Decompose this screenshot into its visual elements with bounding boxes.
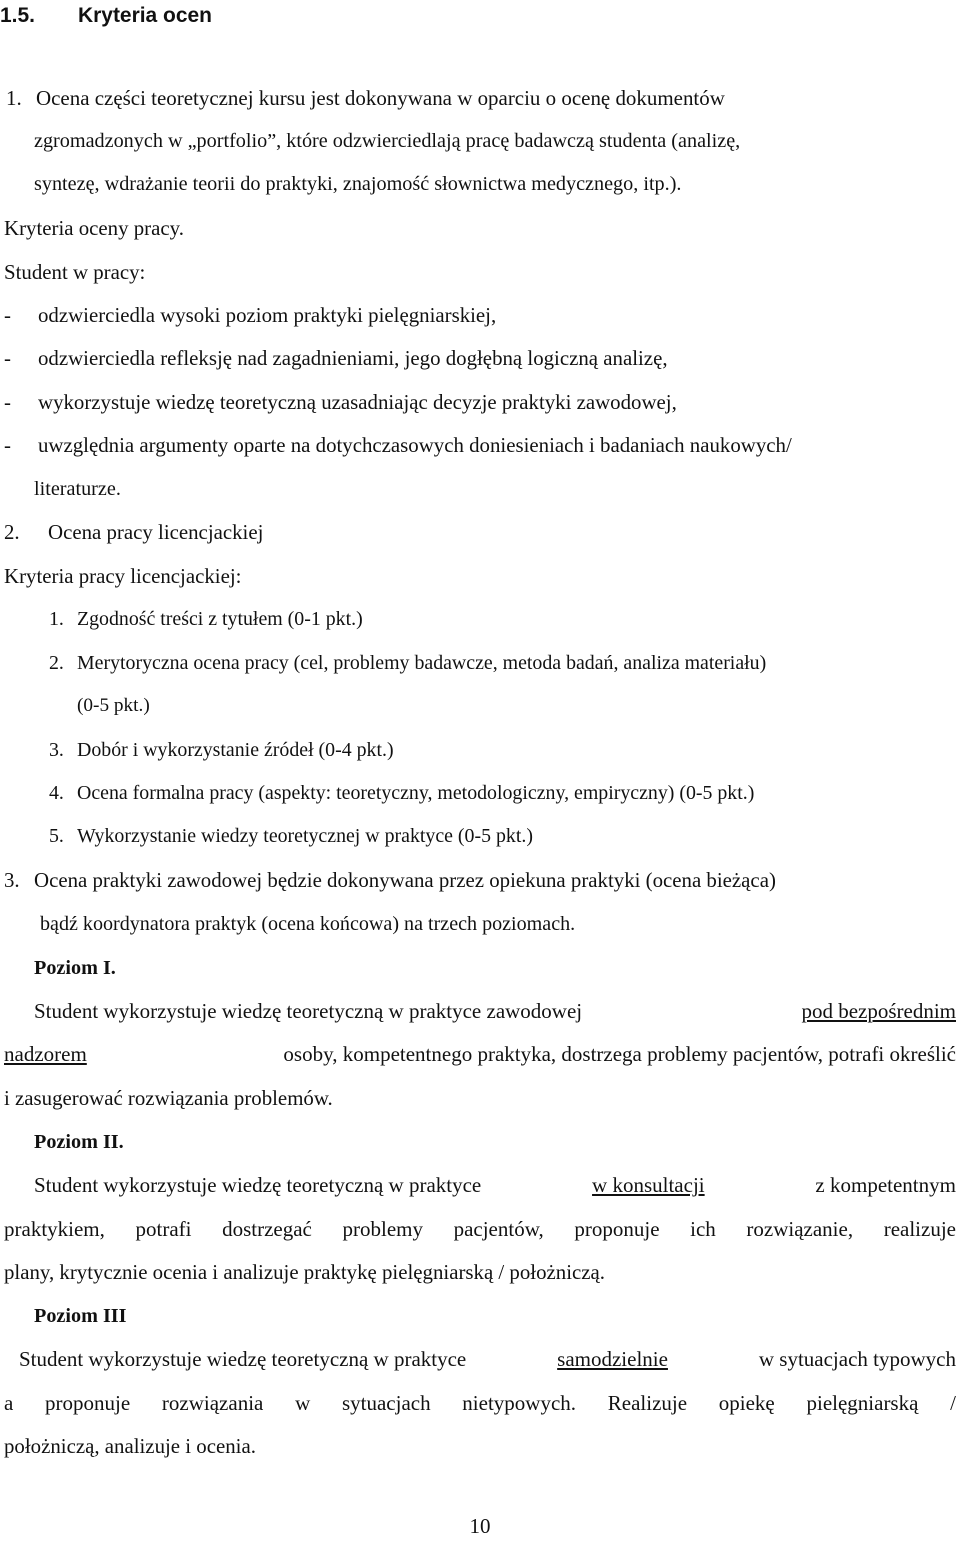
level3-line1-end: w sytuacjach typowych	[758, 1347, 956, 1371]
thesis-item-number: 1.	[49, 608, 64, 630]
thesis-item-text: Ocena formalna pracy (aspekty: teoretyczny, metodologiczny, empiryczny) (0-5 pkt.)	[77, 782, 755, 804]
section-title: Kryteria ocen	[78, 4, 212, 27]
thesis-item-text: Wykorzystanie wiedzy teoretycznej w praktyce (0-5 pkt.)	[77, 825, 533, 847]
thesis-item	[49, 647, 960, 679]
dash-item-text: uwzględnia argumenty oparte na dotychczasowych doniesieniach i badaniach naukowych/	[38, 433, 792, 457]
dash-item-continuation: literaturze.	[34, 478, 121, 500]
level1-line2	[4, 1038, 956, 1070]
dash-item	[4, 386, 960, 418]
level3-line1	[19, 1343, 956, 1375]
thesis-heading: Kryteria pracy licencjackiej:	[4, 564, 242, 588]
level2-line1-end: z kompetentnym	[815, 1173, 956, 1197]
dash-item-text: odzwierciedla refleksję nad zagadnieniami, jego dogłębną logiczną analizę,	[38, 346, 668, 370]
p1-line3: syntezę, wdrażanie teorii do praktyki, znajomość słownictwa medycznego, itp.).	[34, 173, 682, 195]
p2-number: 2.	[4, 520, 20, 544]
dash-item	[4, 429, 960, 461]
page-number: 10	[469, 1514, 491, 1538]
thesis-item-number: 2.	[49, 652, 64, 674]
level3-line1-text: Student wykorzystuje wiedzę teoretyczną w praktyce	[19, 1347, 467, 1371]
dash-bullet: -	[4, 303, 11, 327]
p2-text: Ocena pracy licencjackiej	[48, 520, 264, 544]
dash-item-text: wykorzystuje wiedzę teoretyczną uzasadniając decyzje praktyki zawodowej,	[38, 390, 677, 414]
level1-line1	[34, 995, 956, 1027]
p3-line2: bądź koordynatora praktyk (ocena końcowa) na trzech poziomach.	[40, 913, 576, 935]
thesis-item-text: Merytoryczna ocena pracy (cel, problemy badawcze, metoda badań, analiza materiału)	[77, 652, 767, 674]
level3-line3: położniczą, analizuje i ocenia.	[4, 1434, 256, 1458]
level2-line1	[34, 1169, 956, 1201]
level2-emphasis: w konsultacji	[592, 1173, 705, 1197]
level1-line3: i zasugerować rozwiązania problemów.	[4, 1086, 333, 1110]
p1-number: 1.	[6, 86, 22, 110]
level1-emphasis: pod bezpośrednim	[801, 999, 956, 1023]
level3-title: Poziom III	[34, 1305, 127, 1327]
level2-line1-text: Student wykorzystuje wiedzę teoretyczną w praktyce	[34, 1173, 482, 1197]
p3-line1-text: Ocena praktyki zawodowej będzie dokonywana przez opiekuna praktyki (ocena bieżąca)	[34, 868, 776, 892]
p1-line1-text: Ocena części teoretycznej kursu jest dokonywana w oparciu o ocenę dokumentów	[36, 86, 725, 110]
thesis-item-number: 5.	[49, 825, 64, 847]
level2-line3: plany, krytycznie ocenia i analizuje praktykę pielęgniarską / położniczą.	[4, 1260, 605, 1284]
dash-bullet: -	[4, 390, 11, 414]
thesis-item-number: 3.	[49, 739, 64, 761]
p1-line2: zgromadzonych w „portfolio”, które odzwierciedlają pracę badawczą studenta (analizę,	[34, 130, 741, 152]
thesis-item	[49, 777, 960, 809]
level1-line1-text: Student wykorzystuje wiedzę teoretyczną w praktyce zawodowej	[34, 999, 583, 1023]
thesis-item-number: 4.	[49, 782, 64, 804]
level2-title: Poziom II.	[34, 1131, 124, 1153]
thesis-item	[49, 820, 960, 852]
thesis-item	[49, 734, 960, 766]
criteria-heading: Kryteria oceny pracy.	[4, 216, 184, 240]
p2-heading	[4, 516, 960, 548]
p3-line1	[4, 864, 960, 896]
p1-line1	[0, 82, 960, 114]
thesis-item-text: Zgodność treści z tytułem (0-1 pkt.)	[77, 608, 363, 630]
thesis-item	[49, 603, 960, 635]
section-number: 1.5.	[0, 4, 35, 27]
level1-line2-text: osoby, kompetentnego praktyka, dostrzega problemy pacjentów, potrafi określić	[283, 1042, 956, 1066]
p3-number: 3.	[4, 868, 20, 892]
dash-item	[4, 342, 960, 374]
level1-title: Poziom I.	[34, 957, 116, 979]
thesis-item-continuation: (0-5 pkt.)	[77, 695, 150, 716]
level2-line2: praktykiem, potrafi dostrzegać problemy pacjentów, proponuje ich rozwiązanie, realizuje	[4, 1217, 956, 1241]
dash-item-text: odzwierciedla wysoki poziom praktyki pielęgniarskiej,	[38, 303, 497, 327]
dash-bullet: -	[4, 346, 11, 370]
section-heading	[0, 0, 960, 32]
level1-emphasis-cont: nadzorem	[4, 1042, 87, 1066]
thesis-item-text: Dobór i wykorzystanie źródeł (0-4 pkt.)	[77, 739, 394, 761]
dash-item	[4, 299, 960, 331]
level3-line2: a proponuje rozwiązania w sytuacjach nietypowych. Realizuje opiekę pielęgniarską /	[4, 1391, 956, 1415]
student-intro: Student w pracy:	[4, 260, 146, 284]
dash-bullet: -	[4, 433, 11, 457]
level3-emphasis: samodzielnie	[557, 1347, 668, 1371]
